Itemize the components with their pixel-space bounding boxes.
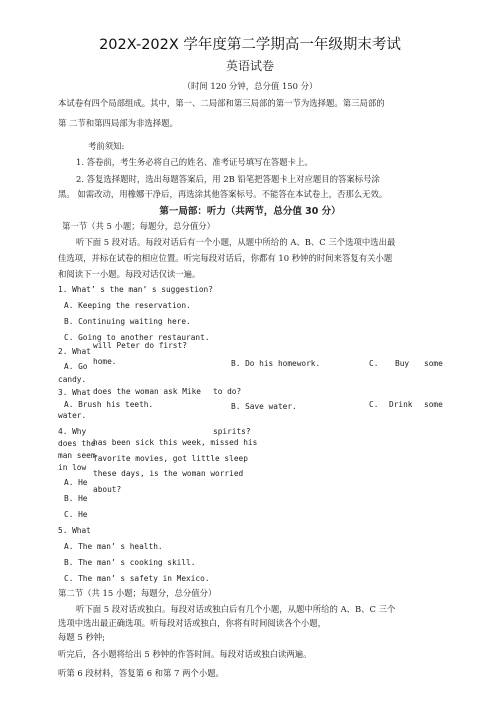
q2-option-a: A. Go — [64, 362, 88, 371]
question-2: 2. What — [58, 347, 91, 356]
exam-subtitle: 英语试卷 — [225, 59, 274, 73]
q3-continuation: water. — [58, 411, 87, 420]
part1-heading: 第一局部：听力（共两节，总分值 30 分） — [159, 206, 341, 217]
q5-option-a: A. The man’ s health. — [64, 542, 163, 551]
section2-instr-5: 听第 6 段材料，答复第 6 和第 7 两个小题。 — [58, 668, 224, 678]
q5-option-b: B. The man’ s cooking skill. — [64, 558, 196, 567]
section1-instr-2: 佳选项，并标在试卷的相应位置。听完每段对话后，你都有 10 秒钟的时间来答复有关小题 — [58, 253, 393, 263]
question-5: 5. What — [58, 526, 91, 535]
question-1: 1. What’ s the man’ s suggestion? — [58, 285, 213, 294]
q3-option-b: B. Save water. — [231, 402, 297, 411]
q1-option-a: A. Keeping the reservation. — [64, 301, 191, 310]
q5-option-c: C. The man’ s safety in Mexico. — [64, 574, 210, 583]
q4-overlay-text-5: about? — [93, 485, 122, 494]
q1-option-b: B. Continuing waiting here. — [64, 317, 191, 326]
q4-line-1: does the — [58, 439, 96, 448]
section2-instr-2: 选项中选出最正确选项。听每段对话或独白，你将有时间阅读各个小题， — [58, 618, 326, 628]
q3-option-c-word1: Drink — [389, 400, 413, 409]
q2-overlay-text-1: will Peter do first? — [93, 341, 187, 350]
section1-heading: 第一节（共 5 小题；每题分，总分值分） — [62, 221, 216, 231]
q3-overlay-text-2: to do? — [213, 387, 242, 396]
q3-option-c-letter: C. — [369, 400, 379, 409]
q2-overlay-text-2: home. — [93, 357, 117, 366]
note-2b: 黑。 如需改动，用橡娜干净后，再选涂其他答案标号。不能答在本试卷上，否那么无效。 — [58, 189, 388, 199]
q3-overlay-text-1: does the woman ask Mike — [93, 387, 201, 396]
q4-overlay-text-3: spirits? — [213, 427, 251, 436]
q3-option-c-word2: some — [424, 400, 443, 409]
q1-option-c: C. Going to another restaurant. — [64, 333, 210, 342]
q4-option-b: B. He — [64, 494, 88, 503]
q2-continuation: candy. — [58, 375, 87, 384]
q2-option-b: B. Do his homework. — [231, 359, 321, 368]
section2-instr-4: 听完后，各小题将给出 5 秒钟的作答时间。每段对话或独白读两遍。 — [58, 649, 312, 659]
notes-heading: 考前须知: — [88, 141, 125, 151]
q4-option-a: A. He — [64, 478, 88, 487]
section1-instr-3: 和阅读下一小题。每段对话仅读一遍。 — [58, 269, 201, 279]
q2-option-c-letter: C. — [369, 359, 379, 368]
section1-instr-1: 听下面 5 段对话。每段对话后有一个小题，从题中所给的 A、B、C 三个选项中选出最 — [76, 237, 396, 247]
time-info: （时间 120 分钟，总分值 150 分） — [182, 81, 318, 91]
section2-instr-1: 听下面 5 段对话或独白。每段对话或独白后有几个小题，从题中所给的 A、B、C 三个 — [76, 604, 396, 614]
note-2a: 2. 答复选择题时，选出每题答案后，用 2B 铅笔把答题卡上对应题目的答案标号涂 — [76, 174, 380, 184]
section2-heading: 第二节（共 15 小题；每题分，总分值分） — [58, 588, 217, 598]
question-3: 3. What — [58, 388, 91, 397]
exam-title: 202X-202X 学年度第二学期高一年级期末考试 — [99, 37, 401, 53]
intro-line-2: 第 二节和第四局部为非选择题。 — [58, 118, 178, 128]
intro-line-1: 本试卷有四个局部组成。其中，第一、二局部和第三局部的第一节为选择题。第三局部的 — [58, 98, 385, 108]
question-4: 4. Why — [58, 427, 87, 436]
section2-instr-3: 每题 5 秒钟; — [58, 632, 105, 642]
q2-option-c-word2: some — [424, 359, 443, 368]
q4-line-3: in low — [58, 463, 87, 472]
q4-line-2: man seem — [58, 451, 96, 460]
note-1: 1. 答卷前，考生务必将自己的姓名、准考证号填写在答题卡上。 — [76, 157, 313, 167]
q2-option-c-word1: Buy — [395, 359, 410, 368]
q4-overlay-text-2: favorite movies, got little sleep — [93, 454, 248, 463]
q4-overlay-text-1: has been sick this week, missed his — [93, 438, 258, 447]
q4-option-c: C. He — [64, 510, 88, 519]
q3-option-a: A. Brush his teeth. — [64, 400, 154, 409]
q4-overlay-text-4: these days, is the woman worried — [93, 469, 244, 478]
